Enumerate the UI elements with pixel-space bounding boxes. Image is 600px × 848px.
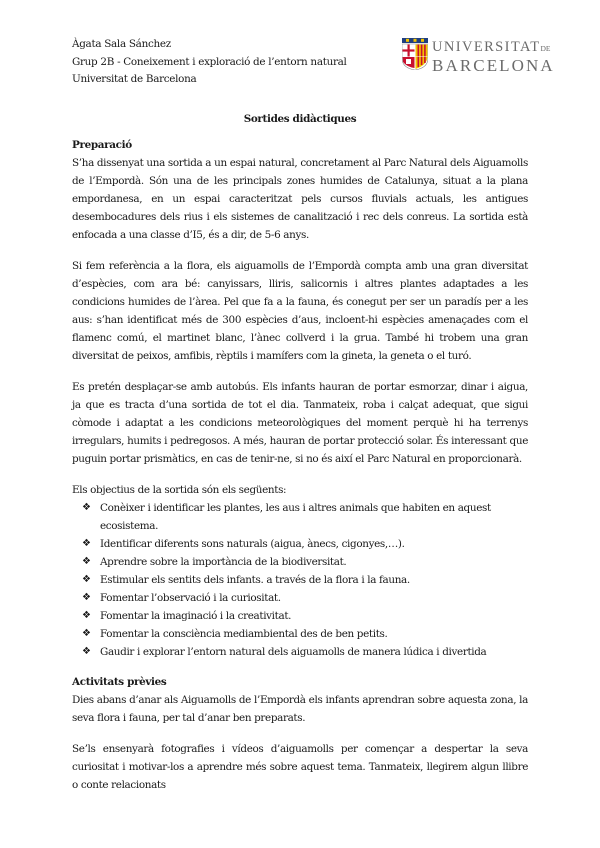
logo-line2: BARCELONA <box>432 56 555 75</box>
diamond-bullet-icon: ❖ <box>82 646 91 657</box>
list-item <box>72 535 528 553</box>
list-item <box>72 625 528 643</box>
diamond-bullet-icon: ❖ <box>82 502 91 513</box>
list-item-text: Fomentar la consciència mediambiental des de ben petits. <box>100 628 388 640</box>
paragraph: Es pretén desplaçar-se amb autobús. Els infants hauran de portar esmorzar, dinar i aigua, ja que es tracta d’una sortida de tot el dia. Tanmateix, roba i calçat adequat, que sigui còmode i adaptat a les condicions meteorològiques del moment perquè hi ha terrenys irregulars, humits i pedregosos. A més, hauran de portar protecció solar. És interessant que puguin portar prismàtics, en cas de tenir-ne, si no és així el Parc Natural en proporcionarà. <box>72 381 528 465</box>
list-item <box>72 643 528 661</box>
paragraph: Si fem referència a la flora, els aiguamolls de l’Empordà compta amb una gran diversitat d’espècies, com ara bé: canyissars, lliris, salicornis i altres plantes adaptades a les condicions humides de l’àrea. Pel que fa a la fauna, és conegut per ser un paradís per a les aus: s’han identificat més de 300 espècies d’aus, incloent-hi espècies amenaçades com el flamenc comú, el martinet blanc, l’ànec collverd i la grua. També hi trobem una gran diversitat de peixos, amfibis, rèptils i mamífers com la gineta, la geneta o el turó. <box>72 260 528 362</box>
header-author: Àgata Sala Sánchez <box>72 38 171 50</box>
list-item-text: Estimular els sentits dels infants. a través de la flora i la fauna. <box>100 574 410 586</box>
diamond-bullet-icon: ❖ <box>82 556 91 567</box>
list-item-text: Conèixer i identificar les plantes, les aus i altres animals que habiten en aquest ecosistema. <box>100 502 491 532</box>
diamond-bullet-icon: ❖ <box>82 628 91 639</box>
list-item-text: Aprendre sobre la importància de la biodiversitat. <box>100 556 347 568</box>
header-university: Universitat de Barcelona <box>72 73 197 85</box>
paragraph: Dies abans d’anar als Aiguamolls de l’Empordà els infants aprendran sobre aquesta zona, la seva flora i fauna, per tal d’anar ben preparats. <box>72 694 528 724</box>
list-item <box>72 589 528 607</box>
logo-line1-small: DE <box>540 44 551 53</box>
logo-wordmark <box>432 39 555 74</box>
diamond-bullet-icon: ❖ <box>82 574 91 585</box>
list-item-text: Gaudir i explorar l’entorn natural dels aiguamolls de manera lúdica i divertida <box>100 646 487 658</box>
paragraph: Els objectius de la sortida són els següents: <box>72 484 287 496</box>
objectives-list <box>72 499 528 661</box>
header-group: Grup 2B - Coneixement i exploració de l’entorn natural <box>72 55 347 68</box>
university-logo <box>400 38 555 75</box>
logo-line1: UNIVERSITAT <box>432 39 541 55</box>
document-body <box>72 110 528 807</box>
list-item-text: Fomentar l’observació i la curiositat. <box>100 592 281 604</box>
page-header <box>72 36 347 89</box>
list-item-text: Fomentar la imaginació i la creativitat. <box>100 610 292 622</box>
list-item <box>72 499 528 535</box>
diamond-bullet-icon: ❖ <box>82 592 91 603</box>
document-title: Sortides didàctiques <box>243 113 357 125</box>
section-heading-activitats-previes: Activitats prèvies <box>72 676 167 688</box>
diamond-bullet-icon: ❖ <box>82 610 91 621</box>
section-heading-preparacio: Preparació <box>72 139 132 151</box>
university-crest-icon <box>402 38 428 70</box>
list-item <box>72 607 528 625</box>
list-item-text: Identificar diferents sons naturals (aigua, ànecs, cigonyes,…). <box>100 538 405 550</box>
diamond-bullet-icon: ❖ <box>82 538 91 549</box>
paragraph: S’ha dissenyat una sortida a un espai natural, concretament al Parc Natural dels Aiguamolls de l’Empordà. Són una de les principals zones humides de Catalunya, situat a la plana empordanesa, en un espai caracteritzat pels cursos fluvials actuals, les antigues desembocadures dels rius i els sistemes de canalització i rec dels conreus. La sortida està enfocada a una classe d’I5, és a dir, de 5-6 anys. <box>72 157 528 241</box>
list-item <box>72 571 528 589</box>
list-item <box>72 553 528 571</box>
paragraph: Se’ls ensenyarà fotografies i vídeos d’aiguamolls per començar a despertar la seva curiositat i motivar-los a aprendre més sobre aquest tema. Tanmateix, llegirem algun llibre o conte relacionats <box>72 743 528 791</box>
